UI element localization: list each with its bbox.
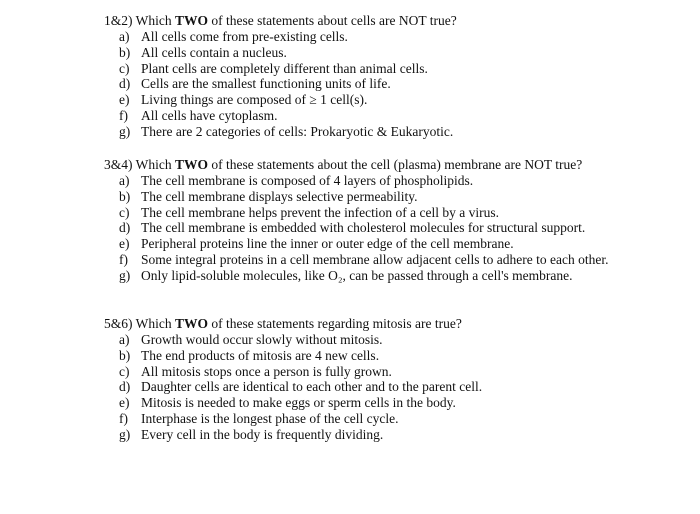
- question-stem: [104, 13, 664, 29]
- option-letter: e): [119, 92, 130, 108]
- option-letter: b): [119, 188, 131, 204]
- option-e: [104, 395, 664, 411]
- option-letter: b): [119, 347, 131, 363]
- question-emphasis: TWO: [175, 316, 209, 331]
- option-f: [104, 252, 664, 268]
- option-letter: a): [119, 332, 130, 347]
- question-text: of these statements about the cell (plasma) membrane are NOT true?: [211, 157, 583, 172]
- question-prefix: Which: [135, 13, 172, 28]
- option-d: [104, 76, 664, 92]
- option-a: [104, 173, 664, 189]
- option-letter: a): [119, 173, 130, 188]
- option-text: Daughter cells are identical to each other and to the parent cell.: [141, 379, 483, 395]
- answer-options: [104, 29, 664, 140]
- option-f: [104, 108, 664, 124]
- option-text: Living things are composed of ≥ 1 cell(s).: [141, 92, 368, 108]
- option-a: [104, 332, 664, 348]
- option-letter: f): [119, 107, 128, 123]
- option-text: The cell membrane displays selective permeability.: [141, 188, 418, 204]
- option-letter: g): [119, 267, 131, 283]
- option-text: Only lipid-soluble molecules, like O₂, can be passed through a cell's membrane.: [141, 267, 573, 283]
- question-number: 1&2): [104, 13, 133, 28]
- question-text: of these statements about cells are NOT true?: [211, 13, 457, 28]
- question-number: 5&6): [104, 316, 133, 331]
- option-b: [104, 348, 664, 364]
- question-1-2: [104, 13, 664, 140]
- option-g: [104, 427, 664, 443]
- option-letter: f): [119, 251, 128, 267]
- option-c: [104, 61, 664, 77]
- option-g: [104, 268, 664, 284]
- option-b: [104, 189, 664, 205]
- option-text: Cells are the smallest functioning units of life.: [141, 76, 391, 92]
- option-letter: f): [119, 410, 128, 426]
- option-letter: d): [119, 379, 131, 395]
- option-letter: c): [119, 363, 130, 379]
- option-text: Some integral proteins in a cell membrane allow adjacent cells to adhere to each other.: [141, 251, 609, 267]
- option-letter: g): [119, 123, 131, 139]
- question-emphasis: TWO: [175, 13, 209, 28]
- answer-options: [104, 173, 664, 284]
- option-e: [104, 92, 664, 108]
- question-emphasis: TWO: [175, 157, 209, 172]
- option-letter: e): [119, 395, 130, 411]
- option-letter: c): [119, 60, 130, 76]
- question-5-6: [104, 316, 664, 443]
- option-text: Interphase is the longest phase of the cell cycle.: [141, 410, 399, 426]
- option-text: Every cell in the body is frequently dividing.: [141, 426, 384, 442]
- option-text: Peripheral proteins line the inner or outer edge of the cell membrane.: [141, 236, 514, 252]
- question-3-4: [104, 157, 664, 284]
- option-letter: c): [119, 204, 130, 220]
- question-number: 3&4): [104, 157, 133, 172]
- option-text: The cell membrane helps prevent the infection of a cell by a virus.: [141, 204, 499, 220]
- option-text: All cells contain a nucleus.: [141, 44, 287, 60]
- option-c: [104, 364, 664, 380]
- option-text: All mitosis stops once a person is fully grown.: [141, 363, 392, 379]
- option-f: [104, 411, 664, 427]
- option-text: All cells have cytoplasm.: [141, 107, 278, 123]
- option-text: The end products of mitosis are 4 new cells.: [141, 347, 380, 363]
- option-text: All cells come from pre-existing cells.: [141, 29, 348, 44]
- question-prefix: Which: [135, 316, 172, 331]
- option-letter: d): [119, 220, 131, 236]
- option-b: [104, 45, 664, 61]
- answer-options: [104, 332, 664, 443]
- option-d: [104, 220, 664, 236]
- question-stem: [104, 157, 664, 173]
- option-e: [104, 236, 664, 252]
- option-letter: g): [119, 426, 131, 442]
- option-text: Plant cells are completely different than animal cells.: [141, 60, 428, 76]
- option-text: There are 2 categories of cells: Prokaryotic & Eukaryotic.: [141, 123, 454, 139]
- option-text: Mitosis is needed to make eggs or sperm cells in the body.: [141, 395, 456, 411]
- question-stem: [104, 316, 664, 332]
- question-prefix: Which: [135, 157, 172, 172]
- option-letter: a): [119, 29, 130, 44]
- option-text: Growth would occur slowly without mitosis.: [141, 332, 383, 347]
- option-a: [104, 29, 664, 45]
- option-letter: d): [119, 76, 131, 92]
- option-text: The cell membrane is embedded with cholesterol molecules for structural support.: [141, 220, 586, 236]
- option-c: [104, 205, 664, 221]
- option-text: The cell membrane is composed of 4 layers of phospholipids.: [141, 173, 474, 188]
- option-letter: e): [119, 236, 130, 252]
- option-d: [104, 379, 664, 395]
- option-g: [104, 124, 664, 140]
- question-text: of these statements regarding mitosis are true?: [211, 316, 462, 331]
- option-letter: b): [119, 44, 131, 60]
